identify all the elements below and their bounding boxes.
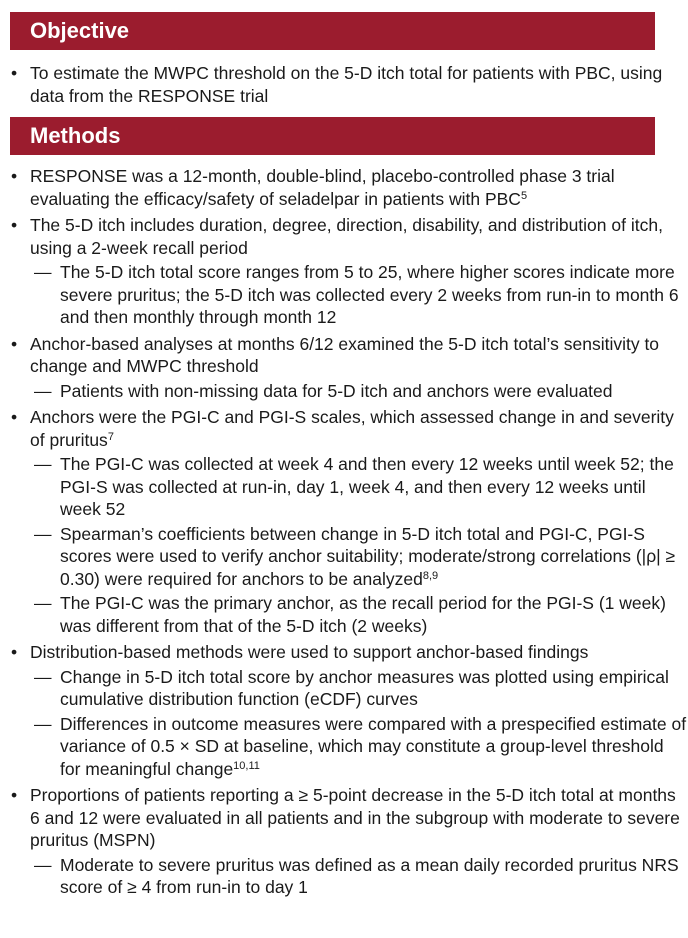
methods-bullet xyxy=(0,214,688,329)
methods-sub-bullet xyxy=(30,666,688,711)
sub-list xyxy=(30,666,688,781)
methods-bullet xyxy=(0,784,688,899)
methods-sub-bullet xyxy=(30,523,688,591)
methods-header xyxy=(10,117,655,155)
sub-bullet-text: The PGI-C was collected at week 4 and then every 12 weeks until week 52; the PGI-S was collected at run-in, day 1, week 4, and then every 12 weeks until week 52 xyxy=(60,454,674,519)
methods-sub-bullet xyxy=(30,453,688,521)
methods-bullet xyxy=(0,333,688,403)
objective-bullet xyxy=(0,62,688,107)
methods-bullet xyxy=(0,406,688,637)
sub-bullet-text: The PGI-C was the primary anchor, as the recall period for the PGI-S (1 week) was different from that of the 5-D itch (2 weeks) xyxy=(60,593,666,636)
methods-bullet xyxy=(0,641,688,780)
sub-bullet-text: The 5-D itch total score ranges from 5 to 25, where higher scores indicate more severe pruritus; the 5-D itch was collected every 2 weeks from run-in to month 6 and then monthly through month 12 xyxy=(60,262,679,327)
objective-title: Objective xyxy=(30,18,130,43)
methods-bullet-text: RESPONSE was a 12-month, double-blind, placebo-controlled phase 3 trial evaluating the efficacy/safety of seladelpar in patients with PBC xyxy=(30,166,615,209)
sub-bullet-text: Spearman’s coefficients between change in 5-D itch total and PGI-C, PGI-S scores were used to verify anchor suitability; moderate/strong correlations (|ρ| ≥ 0.30) were required for anchors to be analyzed xyxy=(60,523,676,589)
methods-bullet xyxy=(0,165,688,210)
methods-bullet-text: Proportions of patients reporting a ≥ 5-point decrease in the 5-D itch total at months 6 and 12 were evaluated in all patients and in the subgroup with moderate to severe pruritus (MSPN) xyxy=(30,785,680,850)
reference-superscript: 10,11 xyxy=(233,759,260,772)
methods-sub-bullet xyxy=(30,854,688,899)
reference-superscript: 7 xyxy=(107,430,114,443)
methods-bullet-text: The 5-D itch includes duration, degree, direction, disability, and distribution of itch, using a 2-week recall period xyxy=(30,215,663,258)
methods-sub-bullet xyxy=(30,592,688,637)
methods-sub-bullet xyxy=(30,713,688,781)
methods-bullet-text: Anchors were the PGI-C and PGI-S scales, which assessed change in and severity of pruritus xyxy=(30,407,674,450)
sub-list xyxy=(30,453,688,637)
sub-bullet-text: Patients with non-missing data for 5-D itch and anchors were evaluated xyxy=(60,380,613,401)
sub-bullet-text: Change in 5-D itch total score by anchor measures was plotted using empirical cumulative distribution function (eCDF) curves xyxy=(60,666,669,709)
sub-list xyxy=(30,261,688,329)
sub-list xyxy=(30,854,688,899)
methods-sub-bullet xyxy=(30,261,688,329)
objective-bullet-text: To estimate the MWPC threshold on the 5-D itch total for patients with PBC, using data from the RESPONSE trial xyxy=(30,63,663,106)
reference-superscript: 8,9 xyxy=(422,569,439,582)
objective-list xyxy=(0,62,688,107)
sub-bullet-text: Differences in outcome measures were compared with a prespecified estimate of variance of 0.5 × SD at baseline, which may constitute a group-level threshold for meaningful change xyxy=(60,713,687,779)
methods-title: Methods xyxy=(30,123,121,148)
sub-bullet-text: Moderate to severe pruritus was defined as a mean daily recorded pruritus NRS score of ≥ 4 from run-in to day 1 xyxy=(60,854,679,897)
methods-bullet-text: Distribution-based methods were used to support anchor-based findings xyxy=(30,642,589,662)
methods-sub-bullet xyxy=(30,380,688,403)
methods-list xyxy=(0,165,688,899)
objective-header xyxy=(10,12,655,50)
sub-list xyxy=(30,380,688,403)
methods-bullet-text: Anchor-based analyses at months 6/12 examined the 5-D itch total’s sensitivity to change and MWPC threshold xyxy=(30,333,660,376)
reference-superscript: 5 xyxy=(520,189,528,202)
